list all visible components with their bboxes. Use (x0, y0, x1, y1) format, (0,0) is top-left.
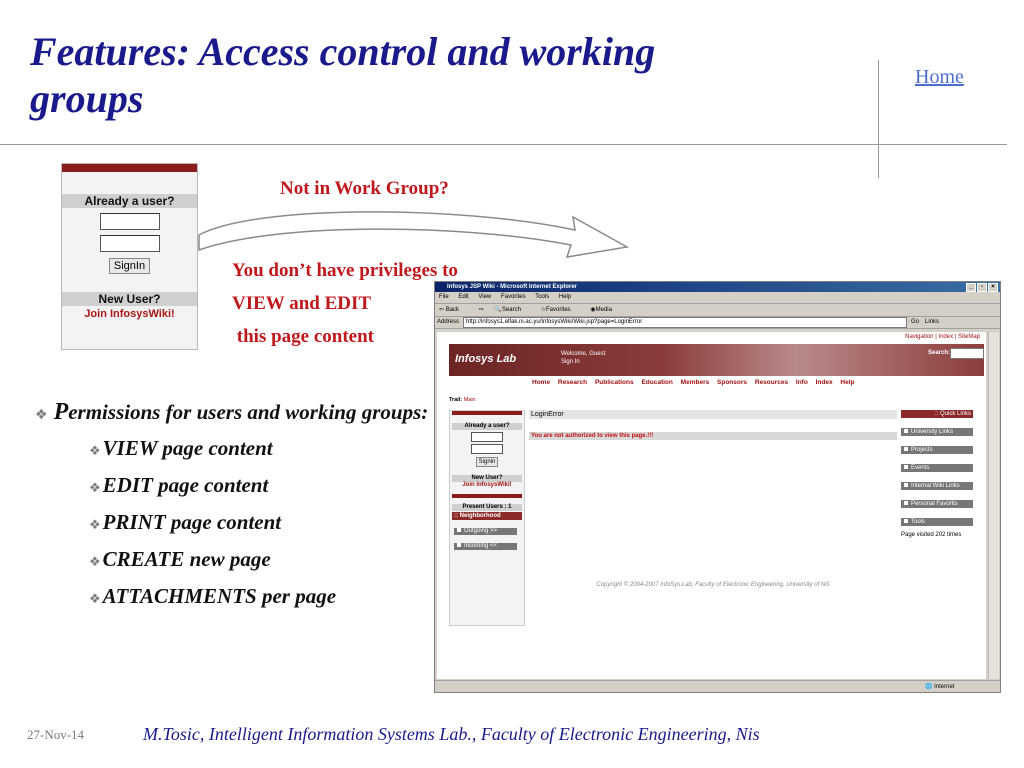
nav-members[interactable]: Members (680, 379, 710, 386)
sidebar-login-header: Already a user? (452, 423, 522, 430)
slide-title: Features: Access control and working groups (30, 29, 656, 121)
expand-icon (904, 429, 908, 433)
sub-bullet (89, 579, 455, 616)
privileges-line: VIEW and EDIT (232, 293, 372, 314)
welcome-text (561, 350, 605, 366)
page-visited-count: Page visited 202 times (901, 532, 962, 538)
signin-button[interactable]: SignIn (109, 258, 150, 274)
close-icon[interactable]: × (988, 283, 998, 292)
nav-education[interactable]: Education (641, 379, 673, 386)
browser-status-bar (435, 680, 1000, 693)
browser-window (434, 281, 1001, 693)
vertical-scrollbar[interactable] (988, 332, 999, 679)
diamond-bullet-icon: ❖ (35, 408, 48, 423)
quick-link-item[interactable] (901, 482, 973, 490)
quick-link-item[interactable] (901, 428, 973, 436)
page-title: LoginError (529, 410, 897, 419)
site-search-input[interactable] (950, 348, 984, 359)
diamond-bullet-icon: ❖ (89, 443, 101, 458)
diamond-bullet-icon: ❖ (89, 517, 101, 532)
copyright: Copyright © 2004-2007 InfoSys.Lab, Faculty of Electronic Engineering, University of Niš (596, 582, 830, 588)
sub-bullet-text: VIEW page content (102, 436, 273, 460)
quick-link-item[interactable] (901, 446, 973, 454)
outgoing-label: Outgoing >> (464, 528, 498, 534)
right-sidebar (901, 410, 973, 538)
sidebar-accent-bar (452, 494, 522, 498)
expand-icon (904, 501, 908, 505)
menu-file[interactable]: File (439, 294, 449, 300)
quick-link-label: University Links (911, 429, 954, 435)
nav-resources[interactable]: Resources (754, 379, 789, 386)
neighborhood-header: :: Neighborhood (452, 512, 522, 520)
quick-link-label: Projects (911, 447, 933, 453)
quick-link-label: Internal Wiki Links (911, 483, 960, 489)
nav-help[interactable]: Help (840, 379, 855, 386)
menu-tools[interactable]: Tools (535, 294, 550, 300)
expand-icon (904, 447, 908, 451)
expand-icon (904, 519, 908, 523)
present-users: Present Users : 1 (452, 504, 522, 511)
bullet-main-text: ermissions for users and working groups: (68, 400, 429, 424)
expand-icon (904, 465, 908, 469)
diamond-bullet-icon: ❖ (89, 554, 101, 569)
footer-date: 27-Nov-14 (27, 727, 85, 742)
nav-info[interactable]: Info (795, 379, 808, 386)
bullet-list (35, 397, 455, 616)
home-divider (878, 60, 879, 178)
footer-credit: M.Tosic, Intelligent Information Systems Lab., Faculty of Electronic Engineering, Nis (143, 724, 760, 744)
quick-link-item[interactable] (901, 518, 973, 526)
left-sidebar (449, 410, 525, 626)
bullet-main-initial: P (53, 399, 69, 425)
new-user-header: New User? (62, 292, 197, 306)
address-bar (435, 317, 1000, 329)
sidebar-new-user: New User? (452, 475, 522, 482)
privileges-line: You don’t have privileges to (232, 260, 458, 281)
menu-help[interactable]: Help (558, 294, 572, 300)
maximize-icon[interactable]: ▫ (977, 283, 987, 292)
quick-link-label: Tools (911, 519, 926, 525)
quick-link-label: Personal Favorits (911, 501, 958, 507)
status-text: Internet (934, 684, 955, 690)
site-nav (532, 379, 861, 386)
forward-icon[interactable]: ⇨ (478, 307, 484, 313)
trail-main-link[interactable]: Main (463, 397, 476, 403)
home-link[interactable]: Home (915, 66, 964, 88)
sidebar-username-input[interactable] (471, 432, 503, 442)
media-button[interactable]: ◉Media (590, 307, 612, 313)
menu-view[interactable]: View (478, 294, 492, 300)
browser-title-bar (435, 282, 1000, 292)
login-box-accent-bar (62, 164, 197, 172)
quick-link-item[interactable] (901, 464, 973, 472)
outgoing-toggle[interactable] (454, 528, 517, 535)
bullet-main (35, 397, 455, 431)
incoming-label: Incoming << (464, 543, 498, 549)
sub-bullet-text: EDIT page content (102, 473, 269, 497)
back-button[interactable]: ⇦ Back (439, 307, 460, 313)
trail-label: Trail: (449, 397, 463, 403)
nav-research[interactable]: Research (557, 379, 588, 386)
site-banner (449, 344, 984, 376)
username-input[interactable] (100, 213, 160, 230)
sidebar-password-input[interactable] (471, 444, 503, 454)
favorites-label: Favorites (545, 307, 571, 313)
top-links[interactable]: Navigation | Index | SiteMap (905, 334, 980, 340)
not-in-work-group-text: Not in Work Group? (280, 178, 449, 199)
sub-bullet (89, 431, 455, 468)
nav-sponsors[interactable]: Sponsors (717, 379, 748, 386)
site-brand: Infosys Lab (455, 353, 517, 365)
address-input[interactable]: http://infosys1.elfak.ni.ac.yu/InfosysWiki/Wiki.jsp?page=LoginError (463, 317, 907, 328)
site-search-label: Search: (927, 350, 950, 356)
nav-index[interactable]: Index (815, 379, 833, 386)
sub-bullet-text: ATTACHMENTS per page (102, 584, 337, 608)
browser-viewport (437, 332, 986, 679)
join-link[interactable]: Join InfosysWiki! (84, 308, 175, 320)
diamond-bullet-icon: ❖ (89, 480, 101, 495)
menu-favorites[interactable]: Favorites (500, 294, 526, 300)
go-button[interactable]: Go (911, 319, 920, 325)
welcome-label: Welcome, Guest (561, 351, 606, 357)
expand-icon (904, 483, 908, 487)
incoming-toggle[interactable] (454, 543, 517, 550)
password-input[interactable] (100, 235, 160, 252)
diamond-bullet-icon: ❖ (89, 591, 101, 606)
login-box (61, 163, 198, 350)
privileges-line: this page content (232, 326, 374, 347)
search-label: Search (501, 307, 521, 313)
favorites-button[interactable]: ☆Favorites (540, 307, 571, 313)
sub-bullet-text: CREATE new page (102, 547, 271, 571)
internet-zone-icon: 🌐 Internet (925, 684, 955, 690)
links-button[interactable]: Links (925, 319, 940, 325)
browser-toolbar (435, 304, 1000, 317)
expand-icon (457, 528, 461, 532)
nav-publications[interactable]: Publications (594, 379, 634, 386)
quick-link-label: Events (911, 465, 930, 471)
browser-title: Infosys JSP Wiki - Microsoft Internet Explorer (447, 284, 577, 290)
back-label: Back (445, 307, 460, 313)
sub-bullet-text: PRINT page content (102, 510, 282, 534)
search-button[interactable]: 🔍Search (494, 307, 521, 313)
minimize-icon[interactable]: _ (966, 283, 976, 292)
sub-bullet (89, 542, 455, 579)
breadcrumb (449, 397, 476, 403)
nav-home[interactable]: Home (532, 379, 551, 386)
sidebar-accent-bar (452, 411, 522, 415)
sidebar-signin-button[interactable]: Signin (476, 457, 498, 467)
main-content (529, 410, 897, 588)
menu-edit[interactable]: Edit (458, 294, 469, 300)
error-message: You are not authorized to view this page.!!! (529, 432, 897, 440)
sidebar-join-link[interactable]: Join InfosysWiki! (462, 482, 512, 488)
quick-links-header: :: Quick Links (901, 410, 973, 418)
expand-icon (457, 543, 461, 547)
sub-bullet (89, 468, 455, 505)
media-label: Media (595, 307, 612, 313)
browser-menu-bar (435, 292, 1000, 304)
sub-bullet (89, 505, 455, 542)
address-label: Address (437, 319, 460, 325)
login-box-header: Already a user? (62, 194, 197, 208)
quick-link-item[interactable] (901, 500, 973, 508)
sign-in-link[interactable]: Sign In (561, 359, 580, 365)
title-divider (0, 144, 1007, 145)
